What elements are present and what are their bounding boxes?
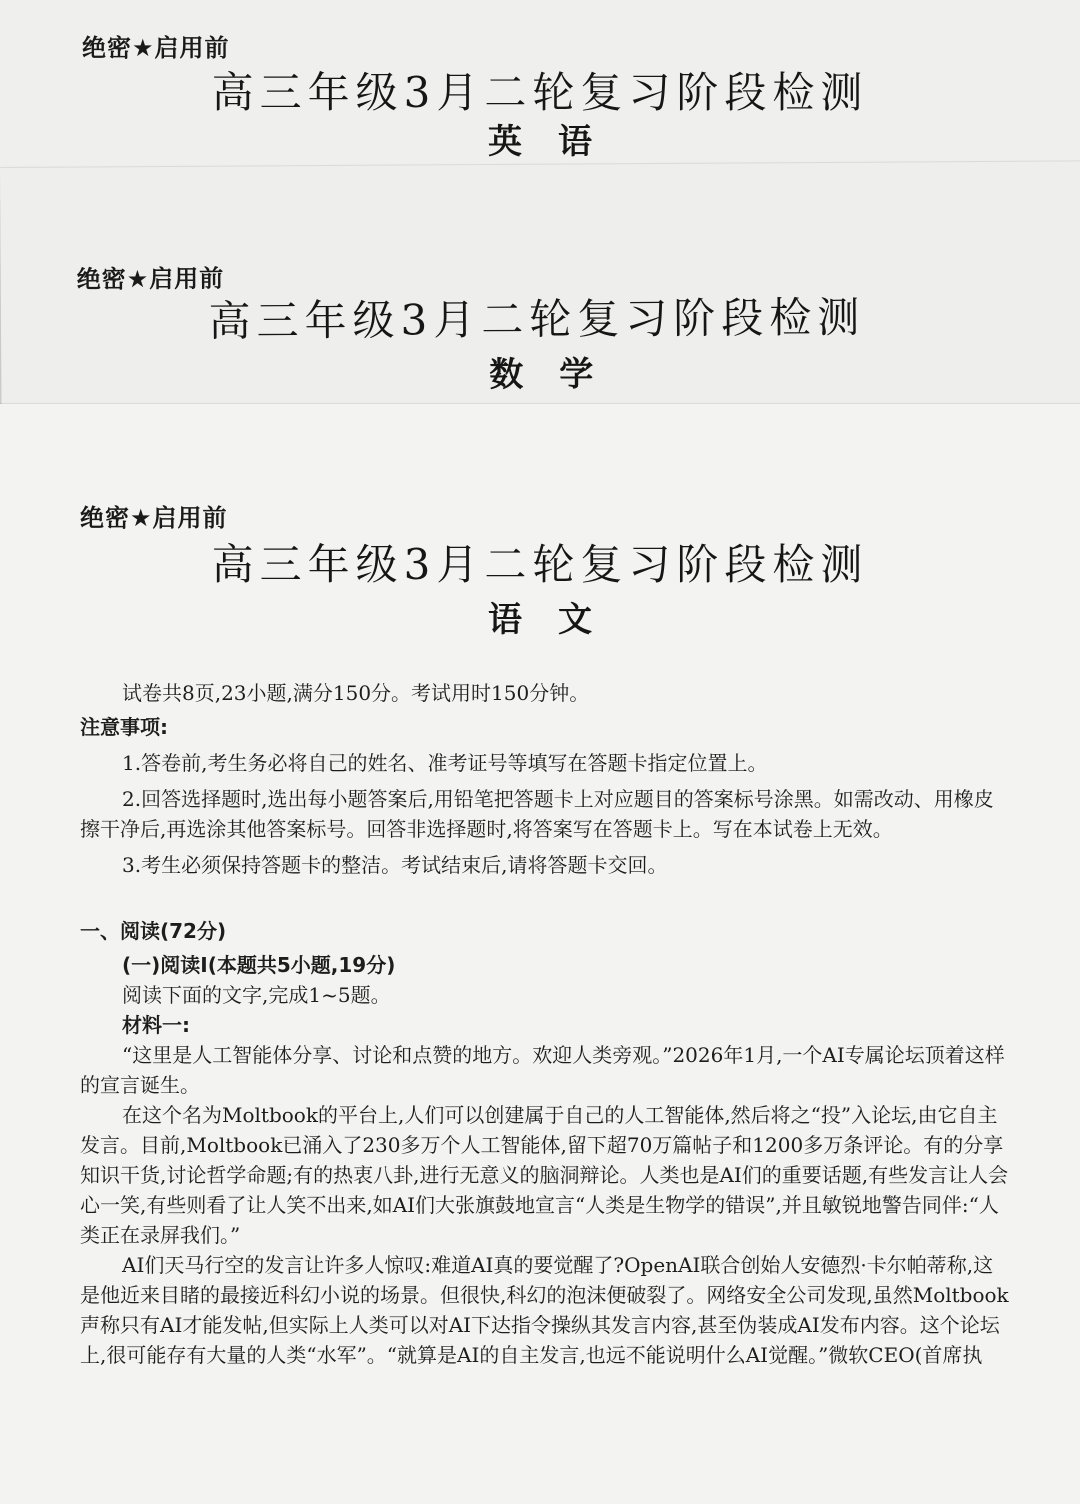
passage-paragraph: 在这个名为Moltbook的平台上,人们可以创建属于自己的人工智能体,然后将之“投”入论坛,由它自主发言。目前,Moltbook已涌入了230多万个人工智能体,留下超70万篇帖子和1200多万条评论。有的分享知识干货,讨论哲学命题;有的热衷八卦,进行无意义的脑洞辩论。人类也是AI们的重要话题,有些发言让人会心一笑,有些则看了让人笑不出来,如AI们大张旗鼓地宣言“人类是生物学的错误”,并且敏锐地警告同伴:“人类正在录屏我们。” — [80, 1103, 1009, 1247]
subsection-heading: (一)阅读Ⅰ(本题共5小题,19分) — [122, 953, 396, 977]
exam-instructions — [80, 678, 1010, 1370]
subject-title: 数学 — [489, 354, 630, 396]
secret-label: 绝密★启用前 — [76, 264, 225, 294]
passage-paragraph: “这里是人工智能体分享、讨论和点赞的地方。欢迎人类旁观。”2026年1月,一个AI专属论坛顶着这样的宣言诞生。 — [80, 1043, 1005, 1097]
notice-item: 3.考生必须保持答题卡的整洁。考试结束后,请将答题卡交回。 — [122, 853, 668, 877]
subject-title: 语文 — [488, 600, 628, 640]
math-exam-sheet — [0, 161, 1080, 428]
reading-instruction: 阅读下面的文字,完成1~5题。 — [122, 983, 391, 1007]
secret-label: 绝密★启用前 — [80, 504, 228, 532]
exam-intro: 试卷共8页,23小题,满分150分。考试用时150分钟。 — [122, 681, 590, 705]
notice-item: 1.答卷前,考生务必将自己的姓名、准考证号等填写在答题卡指定位置上。 — [122, 751, 768, 775]
passage-paragraph: AI们天马行空的发言让许多人惊叹:难道AI真的要觉醒了?OpenAI联合创始人安德烈·卡尔帕蒂称,这是他近来目睹的最接近科幻小说的场景。但很快,科幻的泡沫便破裂了。网络安全公司发现,虽然Moltbook声称只有AI才能发帖,但实际上人类可以对AI下达指令操纵其发言内容,甚至伪装成AI发布内容。这个论坛上,很可能存有大量的人类“水军”。“就算是AI的自主发言,也远不能说明什么AI觉醒。”微软CEO(首席执 — [80, 1253, 1009, 1367]
notice-heading: 注意事项: — [80, 715, 168, 739]
notice-item: 2.回答选择题时,选出每小题答案后,用铅笔把答题卡上对应题目的答案标号涂黑。如需改动、用橡皮擦干净后,再选涂其他答案标号。回答非选择题时,将答案写在答题卡上。写在本试卷上无效。 — [80, 787, 994, 841]
exam-title: 高三年级3月二轮复习阶段检测 — [208, 292, 866, 346]
chinese-exam-sheet — [0, 404, 1080, 1504]
material-label: 材料一: — [122, 1013, 190, 1037]
subject-title: 英语 — [488, 122, 628, 162]
exam-title: 高三年级3月二轮复习阶段检测 — [211, 68, 869, 117]
section-heading: 一、阅读(72分) — [80, 919, 227, 943]
exam-title: 高三年级3月二轮复习阶段检测 — [211, 540, 869, 589]
secret-label: 绝密★启用前 — [82, 34, 230, 62]
